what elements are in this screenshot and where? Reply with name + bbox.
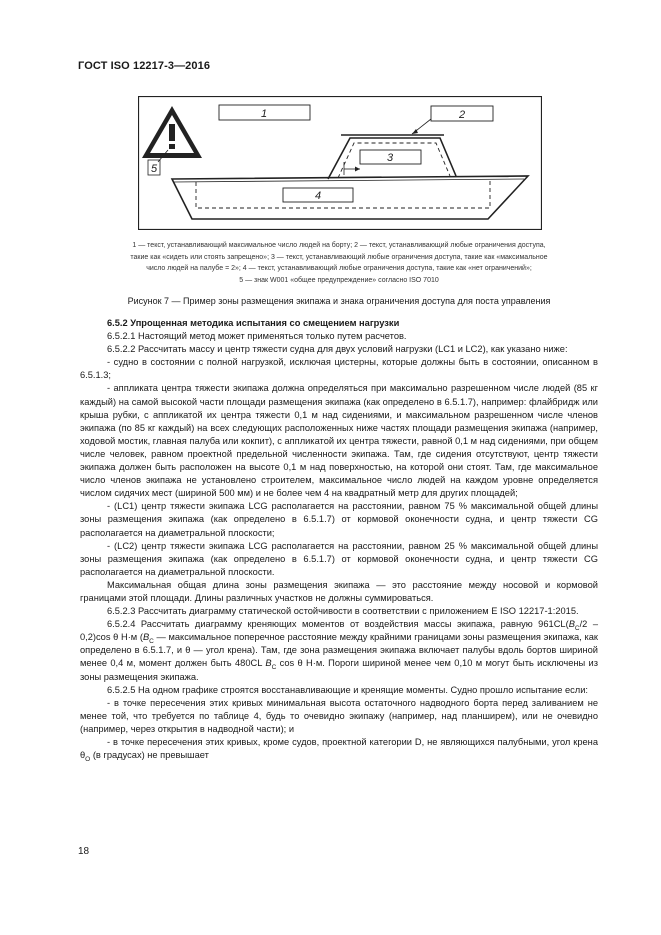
paragraph: 6.5.2.3 Рассчитать диаграмму статической остойчивости в соответствии с приложением E ISO 12217-1:2015. <box>107 606 579 617</box>
paragraph: 6.5.2.1 Настоящий метод может применяться только путем расчетов. <box>107 331 407 342</box>
section-heading: 6.5.2 Упрощенная методика испытания со смещением нагрузки <box>107 318 400 328</box>
page-number: 18 <box>78 846 90 857</box>
label-3: 3 <box>386 152 394 164</box>
paragraph: - в точке пересечения этих кривых минимальная высота остаточного надводного борта перед заливанием не менее той, что требуется по таблице 4, будь то очевидно экипажу (например, над планширем), или не очевидно (например, через открытия в надводной части); и <box>80 697 598 734</box>
paragraph: 6.5.2.5 На одном графике строятся восстанавливающие и кренящие моменты. Судно прошло испытание если: <box>107 684 588 695</box>
body-text <box>80 317 598 762</box>
document-header: ГОСТ ISO 12217-3—2016 <box>78 60 211 72</box>
figure-title: Рисунок 7 — Пример зоны размещения экипажа и знака ограничения доступа для поста управления <box>127 296 551 306</box>
paragraph: - аппликата центра тяжести экипажа должна определяться при максимально разрешенном числе людей (85 кг каждый) на самой высокой части площади размещения экипажа (как определено в 6.5.1.7), например: флайбридж или крыша рубки, с аппликатой их центра тяжести 0,1 м над сидениями, и максимальном разрешенном числе членов экипажа (по 85 кг каждый) на всех следующих расположенных ниже частях площади размещения экипажа (например, ходовой мостик, главная палуба или кокпит), с аппликатой их центра тяжести, равной 0,1 м над сидениями, при общем числе человек, равном проектной предельной численности экипажа. Там, где сидения отсутствуют, центр тяжести экипажа должен быть расположен на высоте 0,1 м над поверхностью, на которой они стоят. Там, где максимальное число членов экипажа не установлено строителем, максимальное число людей на каждом уровне определяется числом сидячих мест (шириной 500 мм) и не более чем 4 на квадратный метр для других площадей; <box>80 383 599 499</box>
paragraph: - (LC2) центр тяжести экипажа LCG располагается на расстоянии, равном 25 % максимальной общей длины зоны размещения экипажа (как определено в 6.5.1.7) от кормовой оконечности судна, и центр тяжести CG располагается на диаметральной плоскости. <box>80 540 598 577</box>
label-1: 1 <box>260 108 268 120</box>
warning-sign-icon <box>142 106 202 158</box>
boat-figure <box>138 96 542 230</box>
label-5: 5 <box>150 163 158 175</box>
figure-legend <box>80 240 598 286</box>
legend-line: 5 — знак W001 «общее предупреждение» согласно ISO 7010 <box>239 276 439 284</box>
paragraph: - судно в состоянии с полной нагрузкой, исключая цистерны, которые должны быть в состоянии, описанном в 6.5.1.3; <box>80 357 598 381</box>
paragraph: 6.5.2.2 Рассчитать массу и центр тяжести судна для двух условий нагрузки (LC1 и LC2), как указано ниже: <box>107 344 568 355</box>
legend-line: 1 — текст, устанавливающий максимальное число людей на борту; 2 — текст, устанавливающий любые ограничения доступа, <box>132 242 546 249</box>
paragraph: - (LC1) центр тяжести экипажа LCG располагается на расстоянии, равном 75 % максимальной общей длины зоны размещения экипажа (как определено в 6.5.1.7) от кормовой оконечности судна, и центр тяжести CG располагается на диаметральной плоскости; <box>80 501 598 538</box>
paragraph-formula: 6.5.2.4 Рассчитать диаграмму креняющих моментов от воздействия массы экипажа, равную $961CL(B_C/2 - 0,2)\cos$ θ Н·м ($B_C$ — максимальное поперечное расстояние между крайними границами зоны размещения экипажа, как определено в 6.5.1.7, и θ — угол крена). Там, где зона размещения экипажа включает палубы вдоль бортов шириной менее 0,4 м, момент должен быть 480CL $B_C$ cos θ Н·м. Пороги шириной менее чем 0,10 м могут быть исключены из зоны размещения экипажа. <box>80 619 598 682</box>
label-4: 4 <box>314 190 322 202</box>
legend-line: такие как «сидеть или стоять запрещено»; 3 — текст, устанавливающий любые ограничения доступа, такие как «максимальное <box>130 253 548 261</box>
paragraph: - в точке пересечения этих кривых, кроме судов, проектной категории D, не являющихся палубными, угол крена $\theta_O$ (в градусах) не превышает <box>80 737 598 763</box>
label-2: 2 <box>458 109 466 121</box>
paragraph: Максимальная общая длина зоны размещения экипажа — это расстояние между носовой и кормовой границами этой площади. Длины различных участков не должны суммироваться. <box>80 579 598 603</box>
legend-line: число людей на палубе = 2»; 4 — текст, устанавливающий любые ограничения доступа, такие как «нет ограничений»; <box>146 265 532 273</box>
